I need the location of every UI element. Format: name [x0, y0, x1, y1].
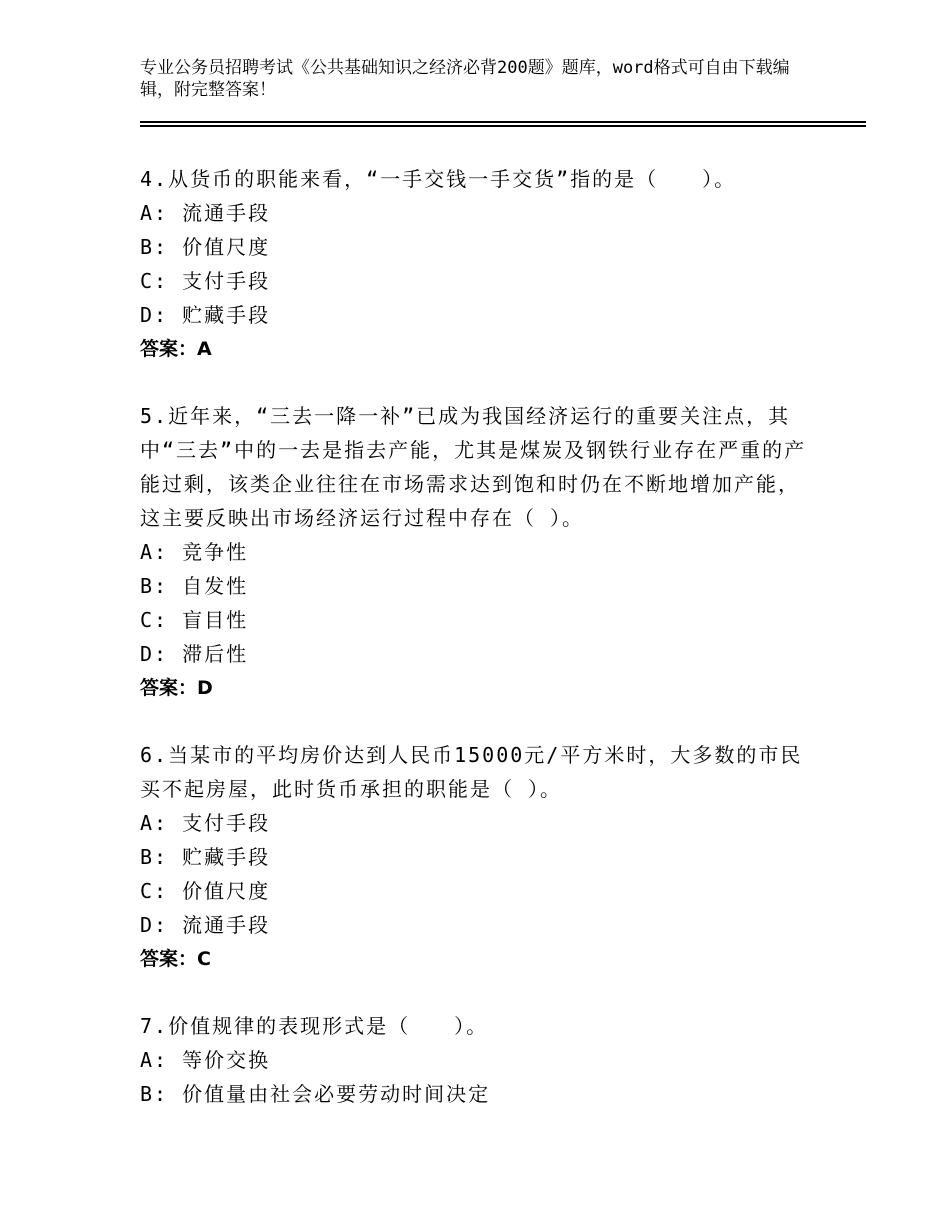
option-letter: B: — [140, 1082, 169, 1106]
option-b — [140, 230, 820, 264]
question-7 — [140, 1009, 820, 1111]
option-letter: C: — [140, 879, 169, 903]
answer-label: 答案： — [140, 338, 198, 360]
question-stem: 7.价值规律的表现形式是（ ）。 — [140, 1014, 489, 1038]
option-text: 等价交换 — [182, 1048, 271, 1072]
option-letter: A: — [140, 811, 169, 835]
option-d — [140, 637, 820, 671]
option-text: 滞后性 — [182, 642, 249, 666]
option-text: 价值尺度 — [182, 235, 271, 259]
option-text: 流通手段 — [182, 913, 271, 937]
option-d — [140, 298, 820, 332]
option-c — [140, 874, 820, 908]
option-letter: C: — [140, 608, 169, 632]
option-letter: B: — [140, 235, 169, 259]
answer-value: A — [197, 338, 212, 360]
option-letter: D: — [140, 303, 169, 327]
answer-line — [140, 942, 820, 976]
option-text: 支付手段 — [182, 811, 271, 835]
question-5 — [140, 399, 820, 705]
option-a — [140, 535, 820, 569]
header-divider-bottom — [140, 125, 866, 127]
answer-value: D — [197, 677, 213, 699]
option-letter: B: — [140, 574, 169, 598]
option-text: 贮藏手段 — [182, 303, 271, 327]
answer-label: 答案： — [140, 948, 198, 970]
option-text: 流通手段 — [182, 201, 271, 225]
document-header: 专业公务员招聘考试《公共基础知识之经济必背200题》题库，word格式可自由下载编辑，附完整答案！ — [140, 58, 790, 100]
question-stem: 5.近年来，“三去一降一补”已成为我国经济运行的重要关注点，其中“三去”中的一去是指去产能，尤其是煤炭及钢铁行业存在严重的产能过剩，该类企业往往在市场需求达到饱和时仍在不断地增加产能，这主要反映出市场经济运行过程中存在（ ）。 — [140, 404, 807, 530]
option-b — [140, 569, 820, 603]
option-text: 自发性 — [182, 574, 249, 598]
option-letter: D: — [140, 642, 169, 666]
header-divider-top — [140, 121, 866, 123]
option-letter: A: — [140, 540, 169, 564]
answer-line — [140, 332, 820, 366]
answer-label: 答案： — [140, 677, 198, 699]
option-text: 竞争性 — [182, 540, 249, 564]
option-b — [140, 1077, 820, 1111]
option-text: 贮藏手段 — [182, 845, 271, 869]
option-letter: B: — [140, 845, 169, 869]
option-text: 价值尺度 — [182, 879, 271, 903]
option-letter: A: — [140, 201, 169, 225]
option-a — [140, 196, 820, 230]
question-stem: 4.从货币的职能来看，“一手交钱一手交货”指的是（ ）。 — [140, 167, 737, 191]
option-a — [140, 1043, 820, 1077]
answer-value: C — [197, 948, 211, 970]
option-c — [140, 603, 820, 637]
question-6 — [140, 738, 820, 976]
option-letter: A: — [140, 1048, 169, 1072]
answer-line — [140, 671, 820, 705]
option-text: 价值量由社会必要劳动时间决定 — [182, 1082, 491, 1106]
option-letter: D: — [140, 913, 169, 937]
question-stem: 6.当某市的平均房价达到人民币15000元/平方米时，大多数的市民买不起房屋，此时货币承担的职能是（ ）。 — [140, 743, 803, 801]
option-text: 支付手段 — [182, 269, 271, 293]
option-letter: C: — [140, 269, 169, 293]
option-d — [140, 908, 820, 942]
question-list — [140, 162, 820, 1144]
option-c — [140, 264, 820, 298]
question-4 — [140, 162, 820, 366]
option-a — [140, 806, 820, 840]
option-b — [140, 840, 820, 874]
option-text: 盲目性 — [182, 608, 249, 632]
